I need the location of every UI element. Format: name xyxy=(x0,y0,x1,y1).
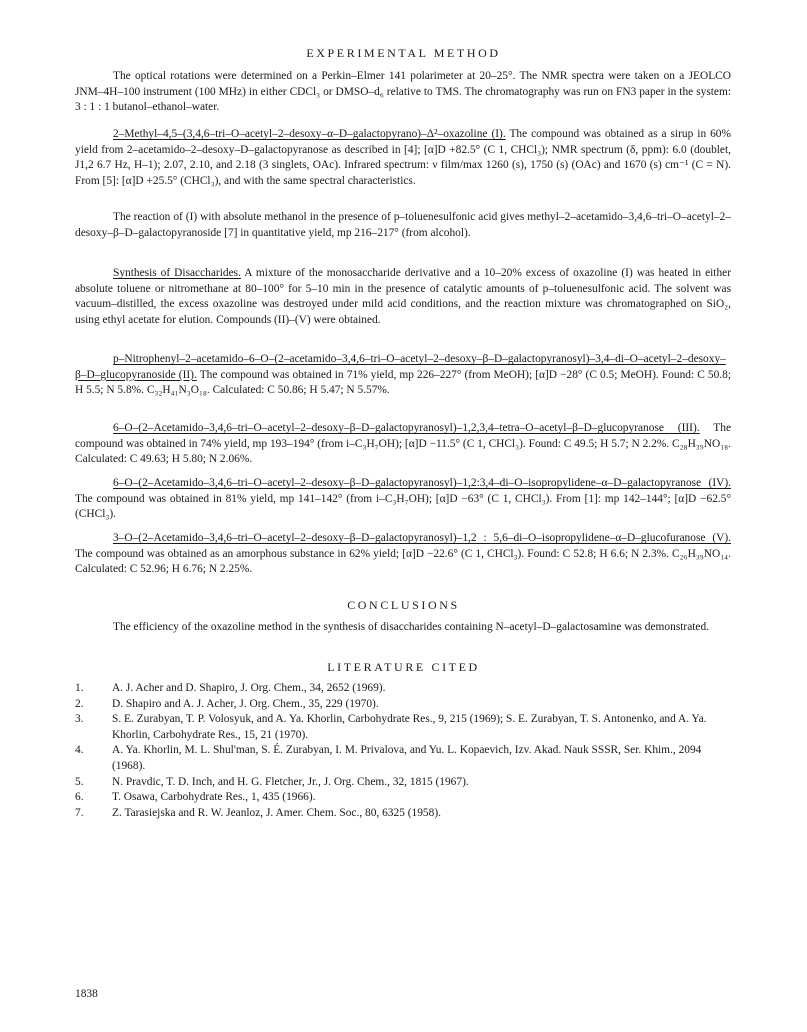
reference-number: 1. xyxy=(75,682,84,694)
paragraph-compound-v xyxy=(75,531,731,578)
paragraph-compound-v-content xyxy=(75,531,731,578)
paragraph-compound-iii xyxy=(75,421,731,468)
paragraph-compound-i-content xyxy=(75,127,731,189)
paragraph-compound-iv xyxy=(75,476,731,523)
paragraph-methanol-reaction xyxy=(75,210,731,241)
page-number: 1838 xyxy=(75,988,98,1000)
paragraph-compound-ii xyxy=(75,352,731,399)
reference-item xyxy=(75,806,731,822)
compound-i-body: The compound was obtained as a sirup in 60% yield from 2–acetamido–2–desoxy–D–galactopyranose as described in [4]; [α]D +82.5° (C 1, CHCl₃); NMR spectrum (δ, ppm): 6.0 (doublet, J1,2 6.7 Hz, H–1); 2.07, 2.10, and 2.18 (3 singlets, OAc). Infrared spectrum: ν film/max 1260 (s), 1750 (s) (OAc) and 1670 (s) cm⁻¹ (C = N). From [5]: [α]D +25.5° (CHCl₃), and with the same spectral characteristics. xyxy=(75,128,731,187)
reference-text: Z. Tarasiejska and R. W. Jeanloz, J. Amer. Chem. Soc., 80, 6325 (1958). xyxy=(112,806,441,819)
literature-heading: LITERATURE CITED xyxy=(327,660,480,674)
paragraph-compound-iii-content xyxy=(75,421,731,468)
compound-ii-title: p–Nitrophenyl–2–acetamido–6–O–(2–acetamido–3,4,6–tri–O–acetyl–2–desoxy–β–D–galactopyranosyl)–3,4–di–O–acetyl–2–desoxy–β–D–glucopyranoside (II). xyxy=(75,353,726,381)
paragraph-methanol-reaction-text: The reaction of (I) with absolute methanol in the presence of p–toluenesulfonic acid gives methyl–2–acetamido–3,4,6–tri–O–acetyl–2–desoxy–β–D–galactopyranoside [7] in quantitative yield, mp 216–217° (from alcohol). xyxy=(75,211,731,239)
reference-number: 6. xyxy=(75,791,84,804)
reference-text: N. Pravdic, T. D. Inch, and H. G. Fletcher, Jr., J. Org. Chem., 32, 1815 (1967). xyxy=(112,775,469,788)
reference-list xyxy=(75,681,731,821)
reference-item xyxy=(75,681,731,697)
compound-ii-body: The compound was obtained in 71% yield, mp 226–227° (from MeOH); [α]D −28° (C 0.5; MeOH). Found: C 50.8; H 5.5; N 5.8%. C₃₂H₄₁N₃O₁₈. Calculated: C 50.86; H 5.47; N 5.57%. xyxy=(75,368,731,397)
paragraph-compound-ii-content xyxy=(75,352,731,399)
reference-number: 5. xyxy=(75,775,84,788)
paragraph-compound-iv-content xyxy=(75,476,731,523)
paragraph-conclusion-text: The efficiency of the oxazoline method in the synthesis of disaccharides containing N–acetyl–D–galactosamine was demonstrated. xyxy=(113,621,710,633)
reference-number: 7. xyxy=(75,806,84,819)
reference-item xyxy=(75,712,731,743)
reference-item xyxy=(75,790,731,806)
compound-v-body: The compound was obtained as an amorphous substance in 62% yield; [α]D −22.6° (C 1, CHCl₃). Found: C 52.8; H 6.6; N 2.3%. C₂₆H₃₉NO₁₄. Calculated: C 52.96; H 6.76; N 2.25%. xyxy=(75,547,731,576)
compound-iii-title: 6–O–(2–Acetamido–3,4,6–tri–O–acetyl–2–desoxy–β–D–galactopyranosyl)–1,2,3,4–tetra–O–acetyl–β–D–glucopyranose (III). xyxy=(113,422,700,434)
conclusions-heading: CONCLUSIONS xyxy=(347,598,460,612)
reference-text: S. E. Zurabyan, T. P. Volosyuk, and A. Ya. Khorlin, Carbohydrate Res., 9, 215 (1969); S. E. Zurabyan, T. S. Antonenko, and A. Ya. Khorlin, Carbohydrate Res., 15, 21 (1970). xyxy=(112,713,707,741)
compound-iv-title: 6–O–(2–Acetamido–3,4,6–tri–O–acetyl–2–desoxy–β–D–galactopyranosyl)–1,2:3,4–di–O–isopropylidene–α–D–galactopyranose (IV). xyxy=(113,477,731,489)
experimental-heading: EXPERIMENTAL METHOD xyxy=(306,46,501,60)
paragraph-synthesis xyxy=(75,266,731,328)
compound-i-title: 2–Methyl–4,5–(3,4,6–tri–O–acetyl–2–desoxy–α–D–galactopyrano)–Δ²–oxazoline (I). xyxy=(113,128,506,140)
reference-number: 2. xyxy=(75,697,84,710)
reference-item xyxy=(75,697,731,713)
reference-number: 3. xyxy=(75,713,84,726)
paragraph-compound-i xyxy=(75,127,731,189)
reference-text: D. Shapiro and A. J. Acher, J. Org. Chem., 35, 229 (1970). xyxy=(112,697,379,710)
compound-v-title: 3–O–(2–Acetamido–3,4,6–tri–O–acetyl–2–desoxy–β–D–galactopyranosyl)–1,2 : 5,6–di–O–isopropylidene–α–D–glucofuranose (V). xyxy=(113,532,731,544)
synthesis-title: Synthesis of Disaccharides. xyxy=(113,267,241,279)
synthesis-body: A mixture of the monosaccharide derivative and a 10–20% excess of oxazoline (I) was heated in either absolute toluene or nitromethane at 80–100° for 5–10 min in the presence of catalytic amounts of p–toluenesulfonic acid. The solvent was vacuum–distilled, the excess oxazoline was destroyed under mild acid conditions, and the reaction mixture was chromatographed on SiO₂, using ethyl acetate for elution. Compounds (II)–(V) were obtained. xyxy=(75,267,732,326)
paragraph-synthesis-content xyxy=(75,266,731,328)
reference-text: A. J. Acher and D. Shapiro, J. Org. Chem., 34, 2652 (1969). xyxy=(112,682,386,694)
compound-iii-body: The compound was obtained in 74% yield, mp 193–194° (from i–C₃H₇OH); [α]D −11.5° (C 1, CHCl₃). Found: C 49.5; H 5.7; N 2.2%. C₂₈H₃₉NO₁₈. Calculated: C 49.63; H 5.80; N 2.06%. xyxy=(75,422,731,466)
reference-item xyxy=(75,743,731,774)
compound-iv-body: The compound was obtained in 81% yield, mp 141–142° (from i–C₃H₇OH); [α]D −63° (C 1, CHCl₃). From [1]: mp 142–144°; [α]D −62.5° (CHCl₃). xyxy=(75,492,731,521)
reference-text: T. Osawa, Carbohydrate Res., 1, 435 (1966). xyxy=(112,791,316,804)
paragraph-conclusion xyxy=(75,620,731,636)
paragraph-instruments-text: The optical rotations were determined on a Perkin–Elmer 141 polarimeter at 20–25°. The NMR spectra were taken on a JEOLCO JNM–4H–100 instrument (100 MHz) in either CDCl₃ or DMSO–d₆ relative to TMS. The chromatography was run on FN3 paper in the system: 3 : 1 : 1 butanol–ethanol–water. xyxy=(75,70,731,114)
reference-number: 4. xyxy=(75,744,84,757)
reference-item xyxy=(75,775,731,791)
reference-text: A. Ya. Khorlin, M. L. Shul'man, S. É. Zurabyan, I. M. Privalova, and Yu. L. Kopaevich, Izv. Akad. Nauk SSSR, Ser. Khim., 2094 (1968). xyxy=(112,744,702,772)
paragraph-instruments xyxy=(75,69,731,116)
